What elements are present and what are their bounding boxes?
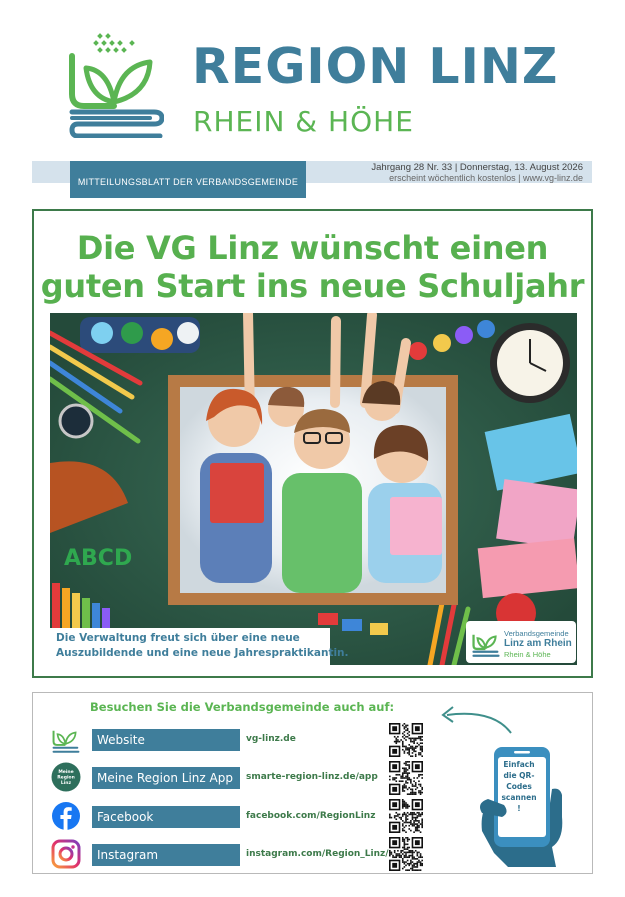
caption-line-1: Die Verwaltung freut sich über eine neue (56, 632, 300, 644)
qr-code-website[interactable] (389, 723, 423, 757)
scan-hint-line-2: die QR- (503, 771, 535, 780)
region-linz-logo (68, 32, 164, 138)
publication-frequency: erscheint wöchentlich kostenlos | www.vg-linz.de (389, 173, 583, 183)
instagram-url[interactable]: instagram.com/Region_Linz/ (246, 849, 389, 859)
badge-line-3: Rhein & Höhe (504, 650, 551, 659)
caption-line-2: Auszubildende und eine neue Jahrespraktikantin. (56, 647, 349, 659)
links-title: Besuchen Sie die Verbandsgemeinde auch auf: (90, 700, 395, 714)
website-url[interactable]: vg-linz.de (246, 734, 296, 744)
website-button[interactable]: Website (92, 729, 240, 751)
school-illustration (50, 313, 577, 665)
svg-text:Linz: Linz (60, 781, 72, 786)
scan-hint-line-3: Codes (506, 782, 532, 791)
qr-code-instagram[interactable] (389, 837, 423, 871)
instagram-button[interactable]: Instagram (92, 844, 240, 866)
masthead-title: REGION LINZ (192, 38, 559, 95)
app-icon (51, 762, 81, 792)
facebook-url[interactable]: facebook.com/RegionLinz (246, 811, 376, 821)
scan-hint (496, 759, 542, 814)
badge-line-1: Verbandsgemeinde (504, 629, 569, 638)
scan-hint-line-4: scannen (501, 793, 537, 802)
qr-code-facebook[interactable] (389, 799, 423, 833)
school-photo (50, 313, 577, 665)
scan-hint-line-5: ! (517, 804, 521, 813)
newsletter-label: MITTEILUNGSBLATT DER VERBANDSGEMEINDE (70, 161, 306, 198)
app-url[interactable]: smarte-region-linz.de/app (246, 772, 378, 782)
svg-text:Region: Region (57, 775, 75, 781)
instagram-icon (51, 839, 81, 869)
badge-line-2: Linz am Rhein (504, 638, 572, 649)
facebook-button[interactable]: Facebook (92, 806, 240, 828)
masthead-subtitle: RHEIN & HÖHE (193, 105, 414, 138)
photo-caption (50, 628, 349, 665)
vg-linz-badge (466, 621, 576, 663)
board-letters: ABCD (64, 546, 133, 571)
feature-box (32, 209, 593, 678)
headline (34, 229, 591, 305)
facebook-icon (51, 801, 81, 831)
vg-linz-logo-icon (472, 628, 500, 658)
scan-hint-line-1: Einfach (503, 760, 535, 769)
headline-line-2: guten Start ins neue Schuljahr (40, 267, 585, 305)
svg-text:Meine: Meine (58, 770, 74, 775)
issue-info: Jahrgang 28 Nr. 33 | Donnerstag, 13. August 2026 (371, 162, 583, 173)
app-button[interactable]: Meine Region Linz App (92, 767, 240, 789)
qr-code-app[interactable] (389, 761, 423, 795)
curved-arrow-icon (433, 701, 519, 741)
region-logo-icon (51, 724, 81, 754)
links-box (32, 692, 593, 874)
headline-line-1: Die VG Linz wünscht einen (76, 229, 549, 267)
